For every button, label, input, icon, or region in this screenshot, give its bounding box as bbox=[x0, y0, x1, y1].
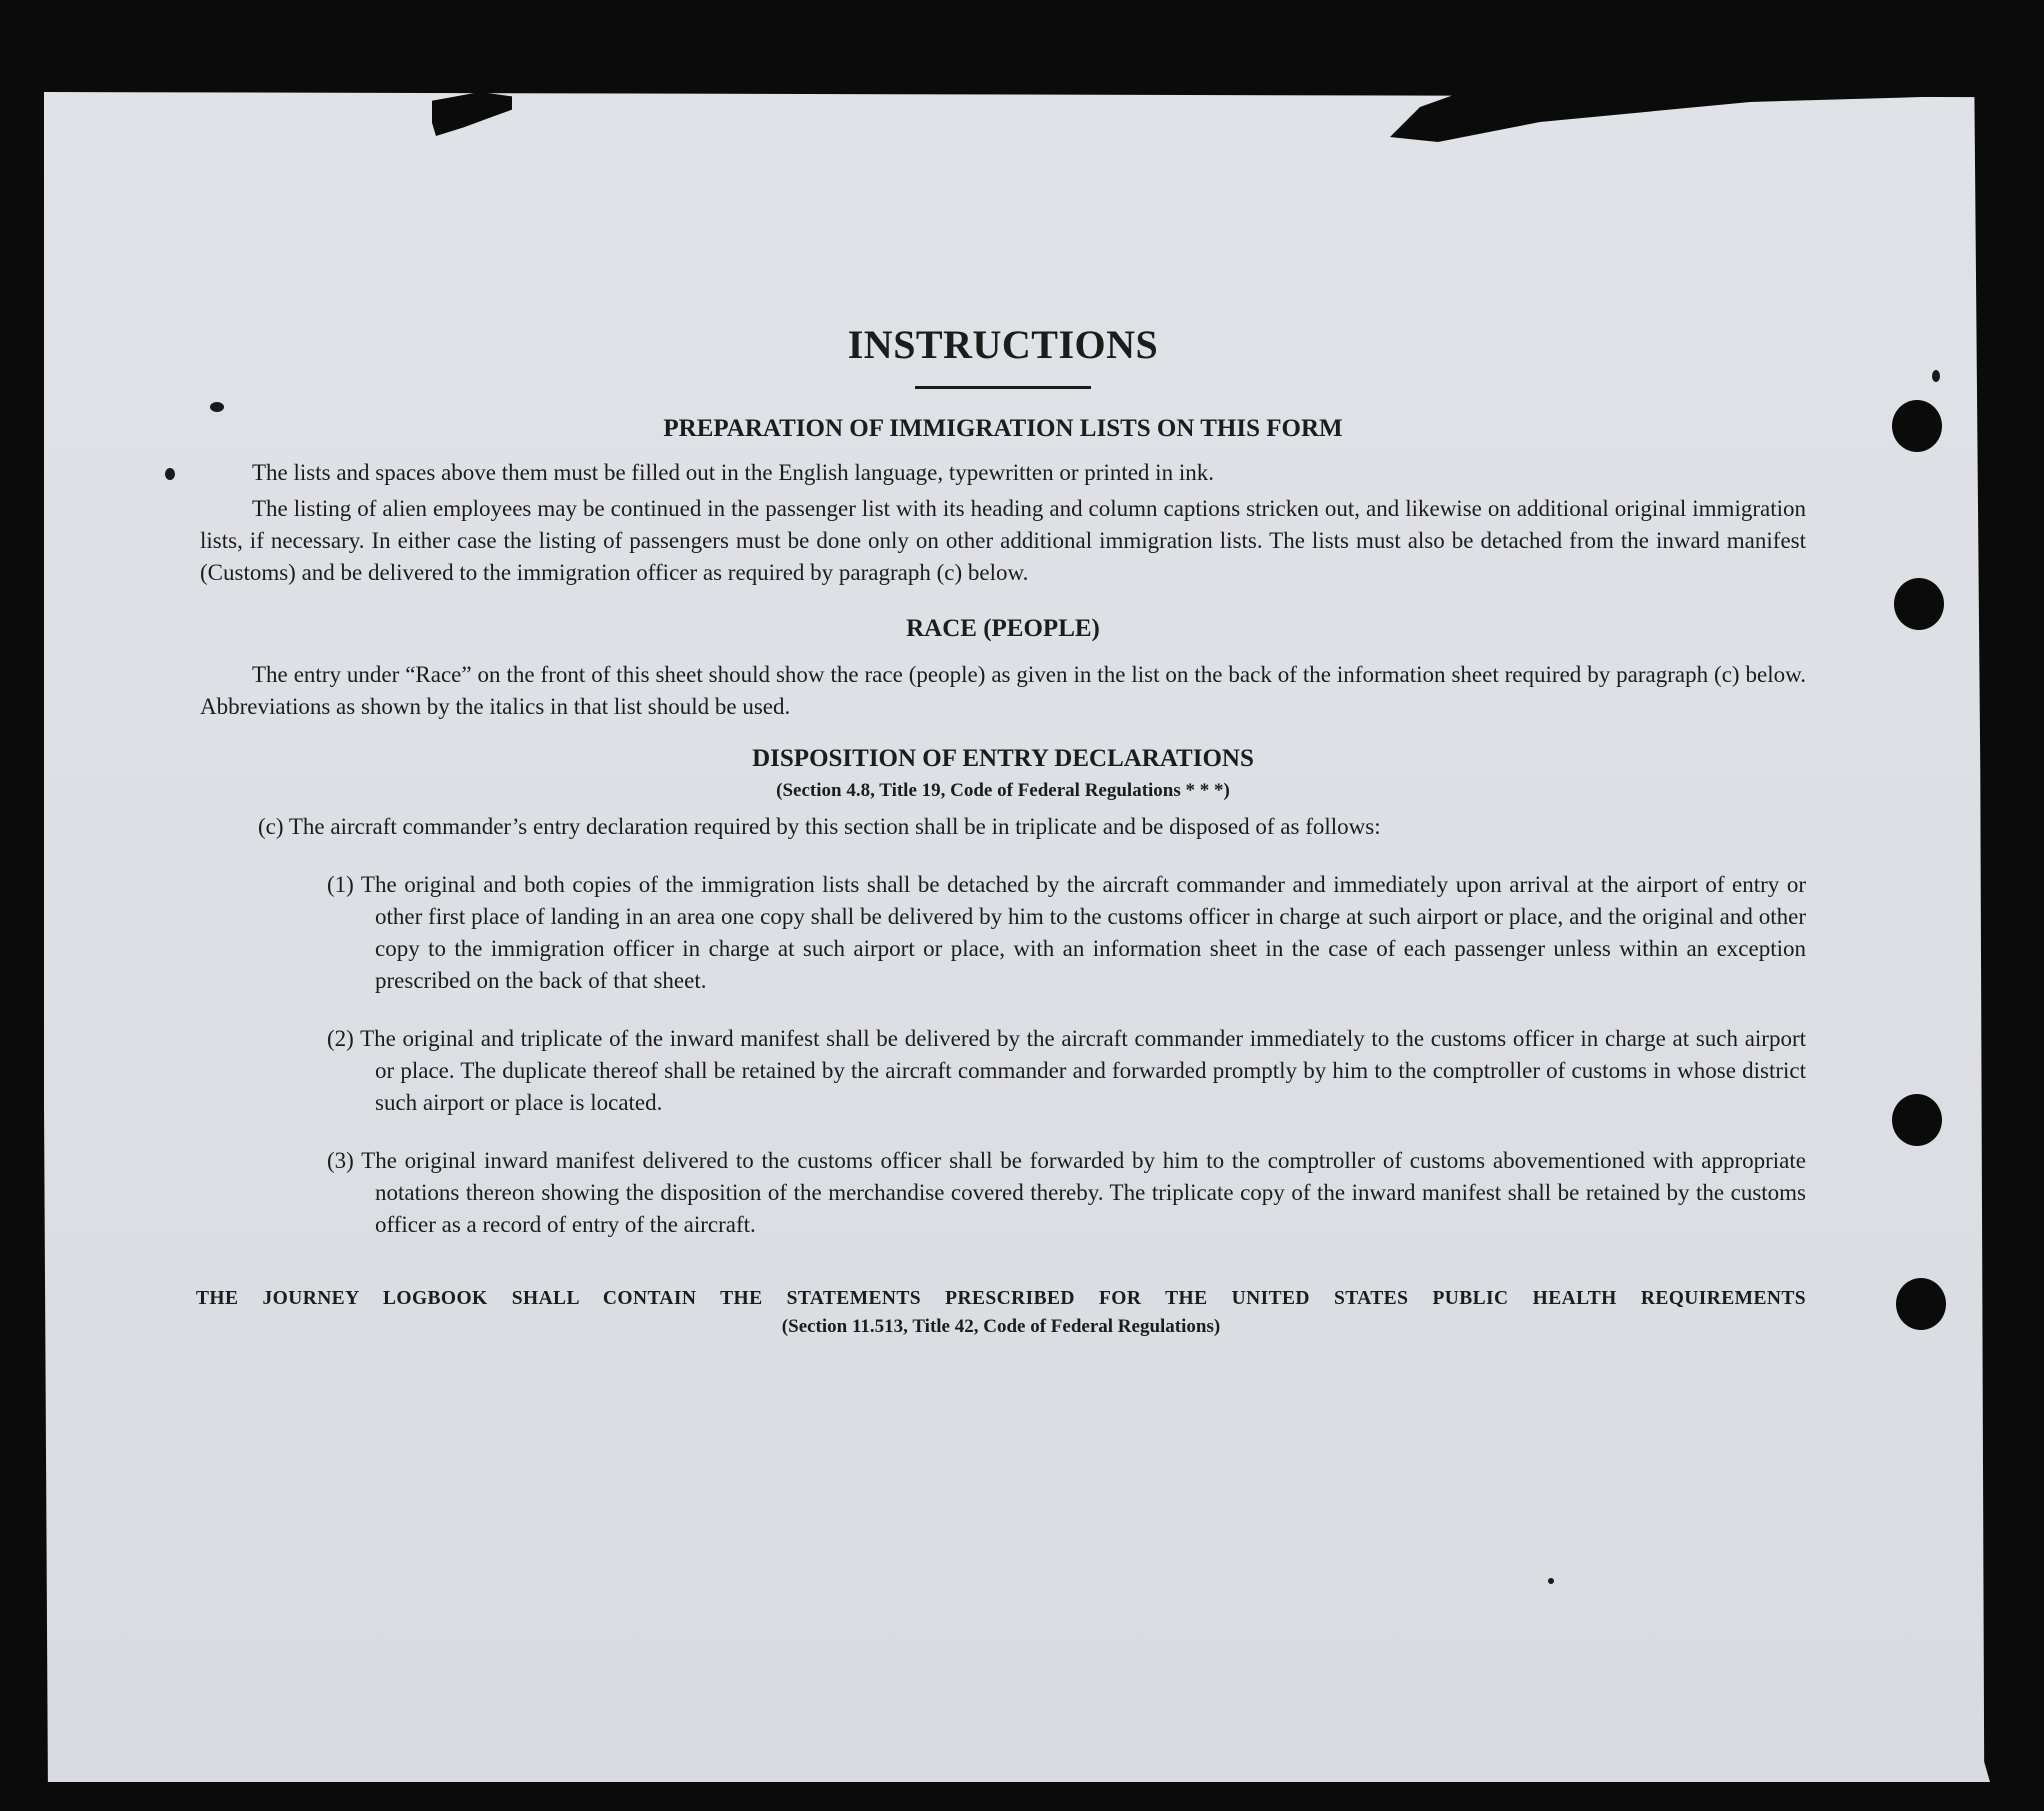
race-heading: RACE (PEOPLE) bbox=[906, 615, 1100, 642]
disposition-heading: DISPOSITION OF ENTRY DECLARATIONS bbox=[752, 745, 1254, 772]
footer-citation: (Section 11.513, Title 42, Code of Federal Regulations) bbox=[781, 1316, 1221, 1337]
disposition-item-3: (3) The original inward manifest delivered to the customs officer shall be forwarded by him to the comptroller of customs abovementioned with appropriate notations thereon showing the disposition of the merchandise covered thereby. The triplicate copy of the inward manifest shall be retained by the customs officer as a record of entry of the aircraft. bbox=[327, 1148, 1806, 1237]
punch-hole bbox=[1892, 1094, 1942, 1146]
instructions-document bbox=[196, 320, 1806, 1341]
punch-hole bbox=[1892, 400, 1942, 452]
disposition-citation: (Section 4.8, Title 19, Code of Federal Regulations * * *) bbox=[776, 780, 1230, 801]
race-paragraph: The entry under “Race” on the front of this sheet should show the race (people) as given in the list on the back of the information sheet required by paragraph (c) below. Abbreviations as shown by the italics in that list should be used. bbox=[200, 662, 1806, 719]
ink-speck bbox=[1548, 1578, 1554, 1584]
footer-block bbox=[196, 1285, 1806, 1341]
disposition-item-1: (1) The original and both copies of the immigration lists shall be detached by the aircraft commander and immediately upon arrival at the airport of entry or other first place of landing in an area one copy shall be delivered by him to the customs officer in charge at such airport or place, and the original and other copy to the immigration officer in charge at such airport or place, with an information sheet in the case of each passenger unless within an exception prescribed on the back of that sheet. bbox=[327, 872, 1806, 993]
punch-hole bbox=[1894, 578, 1944, 630]
preparation-paragraph-1: The lists and spaces above them must be filled out in the English language, typewritten or printed in ink. bbox=[252, 460, 1214, 485]
disposition-clause-c: (c) The aircraft commander’s entry declaration required by this section shall be in triplicate and be disposed of as follows: bbox=[258, 814, 1381, 839]
title-rule bbox=[915, 386, 1091, 389]
preparation-paragraph-2: The listing of alien employees may be continued in the passenger list with its heading and column captions stricken out, and likewise on additional original immigration lists, if necessary. In either case the listing of passengers must be done only on other additional immigration lists. The lists must also be detached from the inward manifest (Customs) and be delivered to the immigration officer as required by paragraph (c) below. bbox=[200, 496, 1806, 585]
footer-statement: THE JOURNEY LOGBOOK SHALL CONTAIN THE STATEMENTS PRESCRIBED FOR THE UNITED STATES PUBLIC HEALTH REQUIREMENTS bbox=[196, 1288, 1806, 1309]
ink-speck bbox=[1932, 370, 1940, 382]
disposition-item-2: (2) The original and triplicate of the inward manifest shall be delivered by the aircraft commander immediately to the customs officer in charge at such airport or place. The duplicate thereof shall be retained by the aircraft commander and forwarded promptly by him to the comptroller of customs in whose district such airport or place is located. bbox=[327, 1026, 1806, 1115]
preparation-heading: PREPARATION OF IMMIGRATION LISTS ON THIS FORM bbox=[663, 415, 1343, 442]
ink-speck bbox=[165, 468, 175, 480]
page-title: INSTRUCTIONS bbox=[847, 322, 1159, 367]
punch-hole bbox=[1896, 1278, 1946, 1330]
